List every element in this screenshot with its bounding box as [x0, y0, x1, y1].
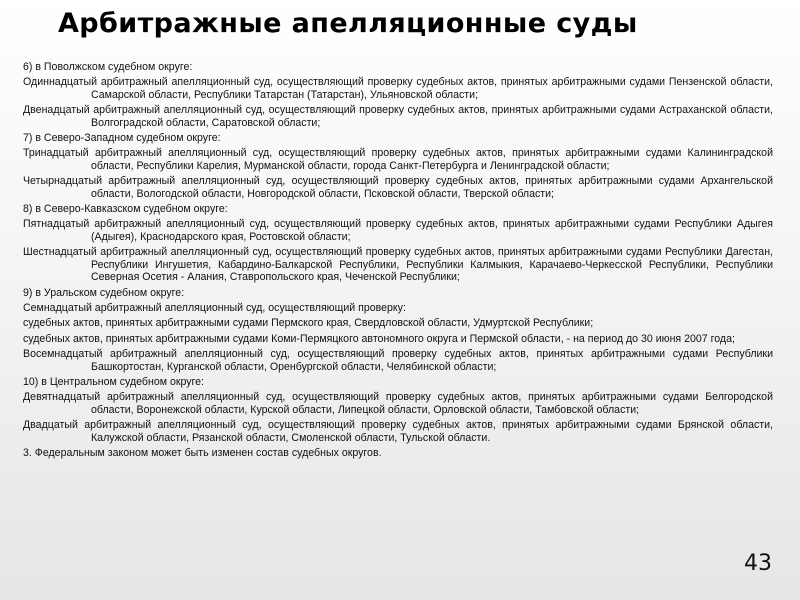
- court-entry-19: Девятнадцатый арбитражный апелляционный суд, осуществляющий проверку судебных актов, принятых арбитражными судами Белгородской области, Воронежской области, Курской области, Липецкой области, Орловской области, Тамбовской области;: [23, 391, 773, 416]
- court-entry-15: Пятнадцатый арбитражный апелляционный суд, осуществляющий проверку судебных актов, принятых арбитражными судами Республики Адыгея (Адыгея), Краснодарского края, Ростовской области;: [23, 218, 773, 243]
- region-heading-northwest: 7) в Северо-Западном судебном округе:: [23, 132, 221, 145]
- court-entry-11: Одиннадцатый арбитражный апелляционный суд, осуществляющий проверку судебных актов, принятых арбитражными судами Пензенской области, Самарской области, Республики Татарстан (Татарстан), Ульяновской области;: [23, 76, 773, 101]
- court-17-scope-item: судебных актов, принятых арбитражными судами Коми-Пермяцкого автономного округа и Пермской области, - на период до 30 июня 2007 года;: [23, 332, 735, 345]
- region-heading-volga: 6) в Поволжском судебном округе:: [23, 61, 193, 73]
- page-number: 43: [744, 551, 772, 576]
- court-entry-18: Восемнадцатый арбитражный апелляционный суд, осуществляющий проверку судебных актов, принятых арбитражными судами Республики Башкортостан, Курганской области, Оренбургской области, Челябинской области;: [23, 348, 773, 373]
- region-heading-ural: 9) в Уральском судебном округе:: [23, 286, 185, 299]
- slide-title: Арбитражные апелляционные суды: [58, 8, 638, 39]
- court-entry-17: Семнадцатый арбитражный апелляционный суд, осуществляющий проверку:: [23, 301, 406, 314]
- court-entry-13: Тринадцатый арбитражный апелляционный суд, осуществляющий проверку судебных актов, принятых арбитражными судами Калининградской области, Республики Карелия, Мурманской области, города Санкт-Петербурга и Ленинградской области;: [23, 147, 773, 172]
- court-entry-14: Четырнадцатый арбитражный апелляционный суд, осуществляющий проверку судебных актов, принятых арбитражными судами Архангельской области, Вологодской области, Новгородской области, Псковской области, Тверской области;: [23, 175, 773, 200]
- closing-clause: 3. Федеральным законом может быть изменен состав судебных округов.: [23, 446, 382, 459]
- slide-body: [23, 61, 773, 462]
- court-entry-12: Двенадцатый арбитражный апелляционный суд, осуществляющий проверку судебных актов, принятых арбитражными судами Астраханской области, Волгоградской области, Саратовской области;: [23, 104, 773, 129]
- region-heading-north-caucasus: 8) в Северо-Кавказском судебном округе:: [23, 203, 228, 216]
- court-entry-16: Шестнадцатый арбитражный апелляционный суд, осуществляющий проверку судебных актов, принятых арбитражными судами Республики Дагестан, Республики Ингушетия, Кабардино-Балкарской Республики, Республики Калмыкия, Карачаево-Черкесской Республики, Республики Северная Осетия - Алания, Ставропольского края, Чеченской Республики;: [23, 246, 773, 284]
- court-entry-20: Двадцатый арбитражный апелляционный суд, осуществляющий проверку судебных актов, принятых арбитражными судами Брянской области, Калужской области, Рязанской области, Смоленской области, Тульской области.: [23, 419, 773, 444]
- region-heading-central: 10) в Центральном судебном округе:: [23, 375, 205, 388]
- court-17-scope-item: судебных актов, принятых арбитражными судами Пермского края, Свердловской области, Удмуртской Республики;: [23, 317, 594, 330]
